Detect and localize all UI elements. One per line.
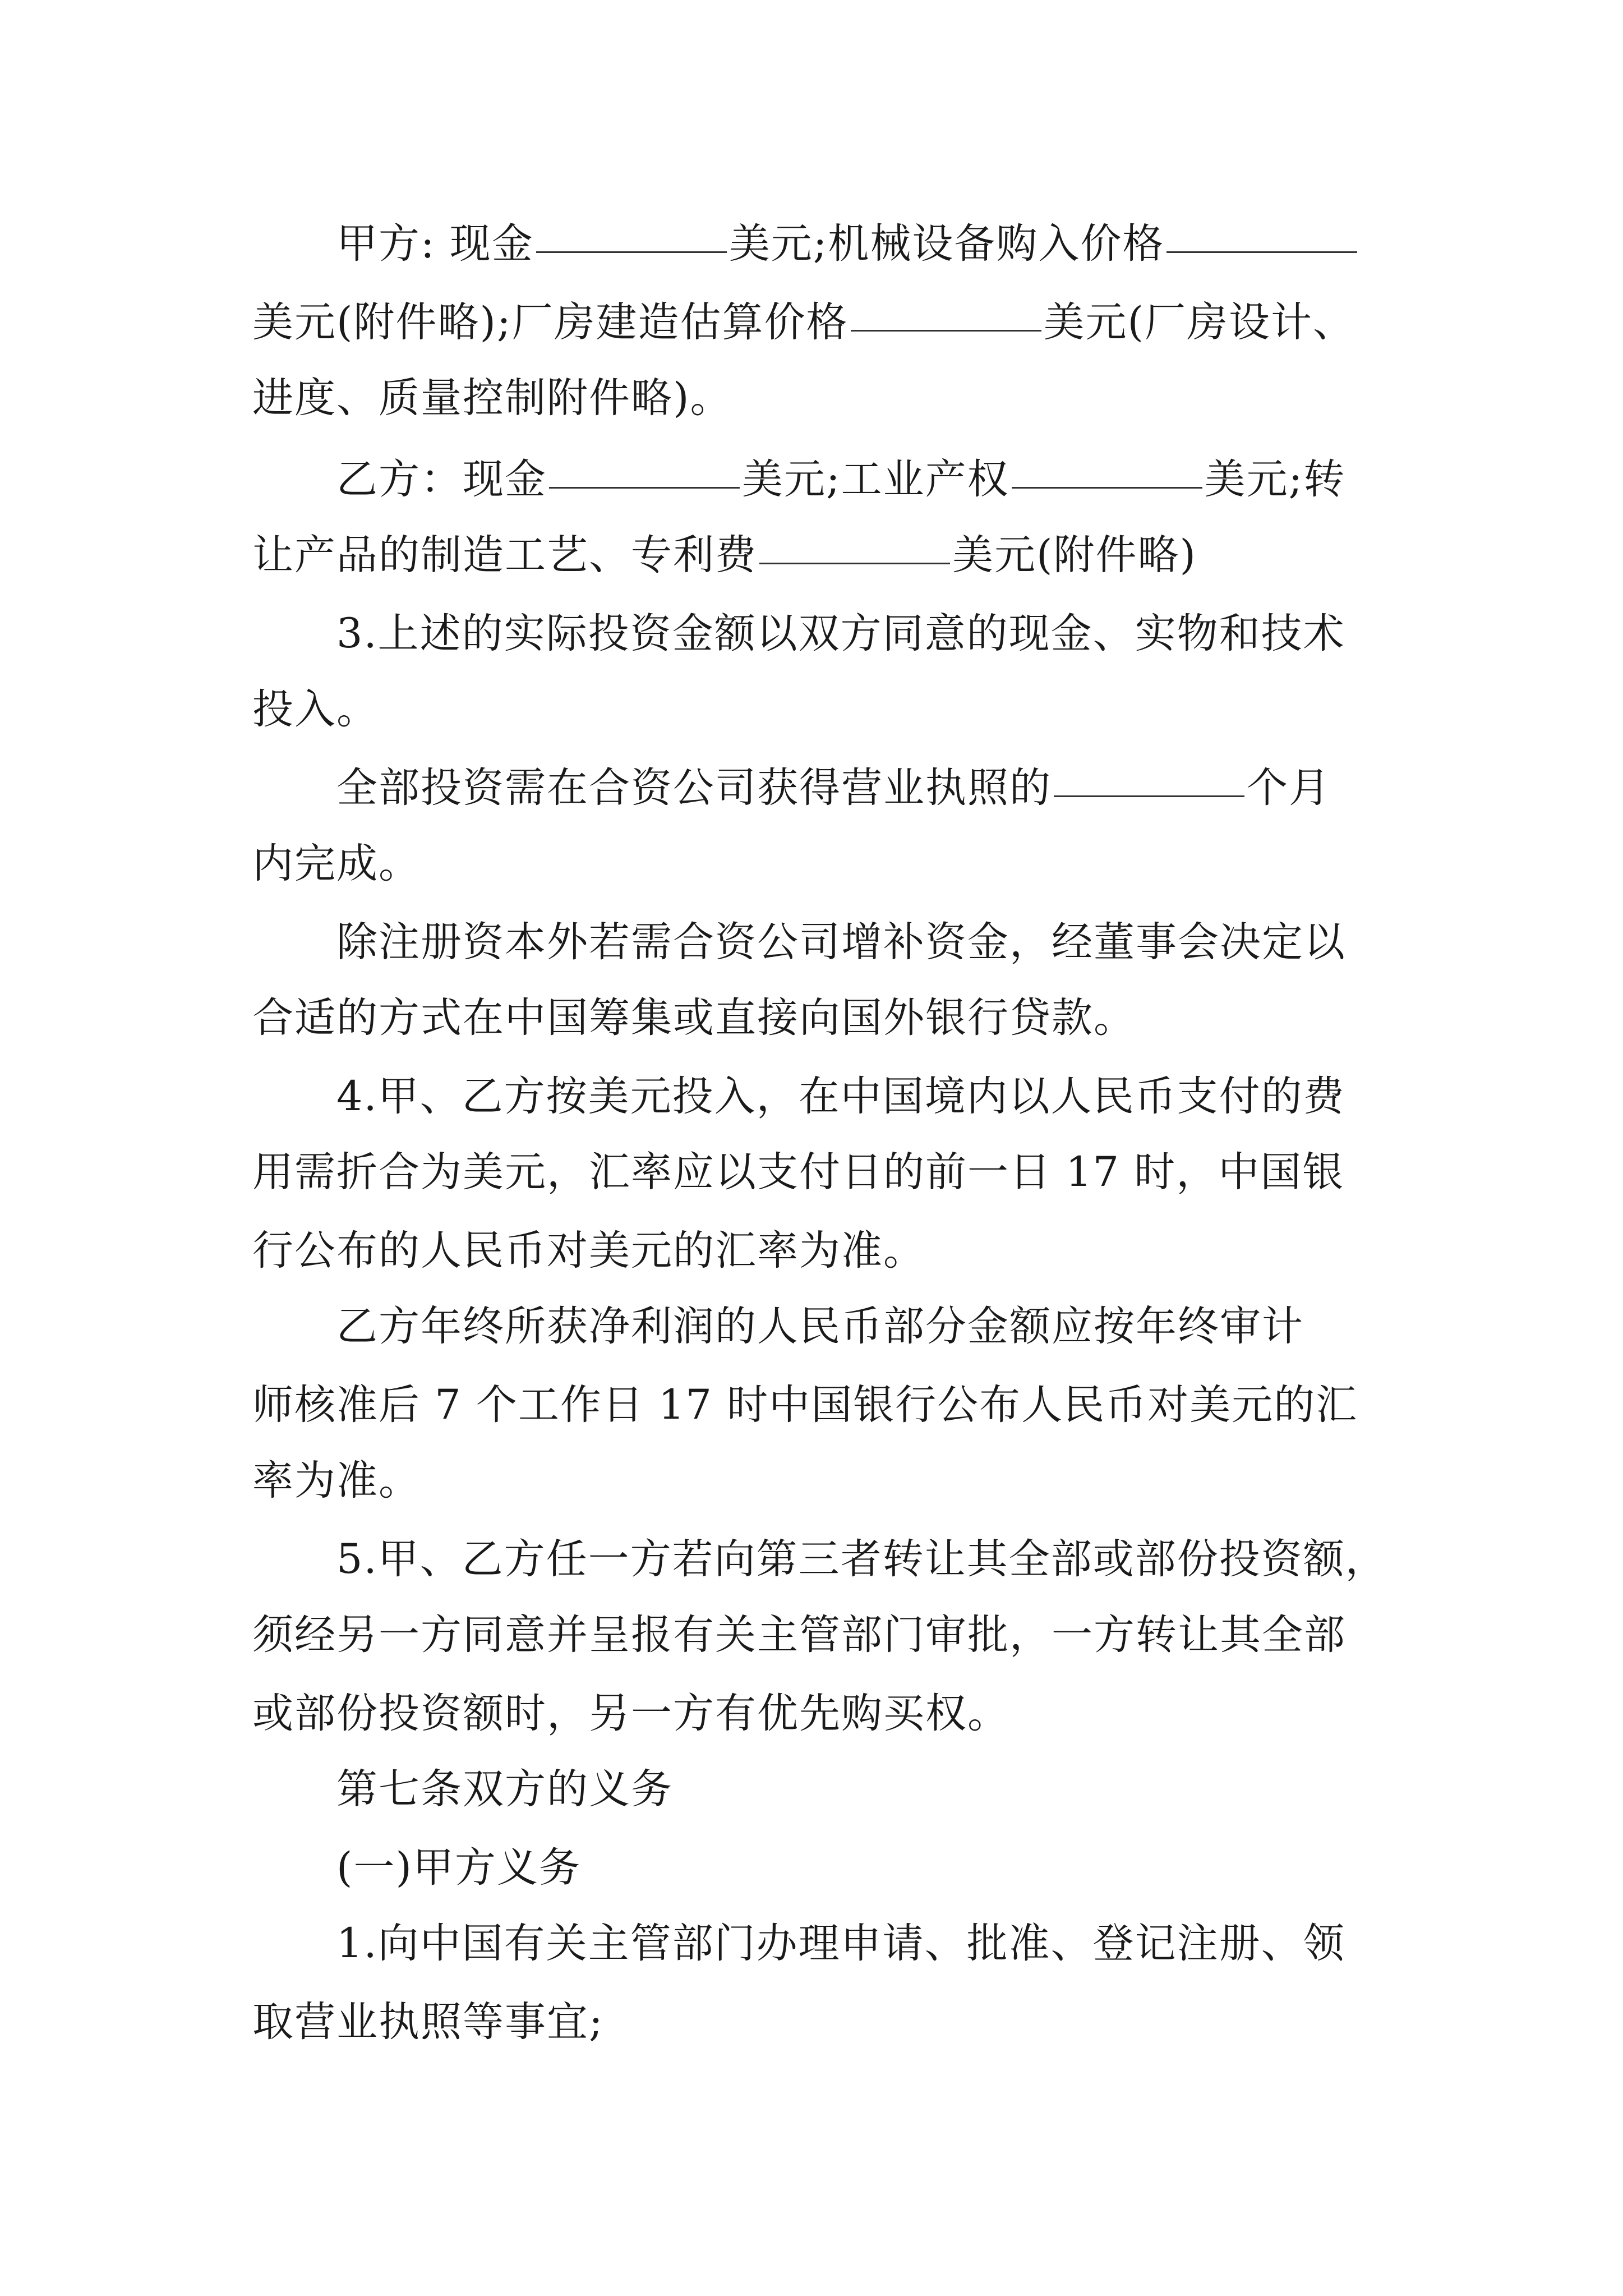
text-line-18 [336,1520,1481,1599]
text-segment: 让产品的制造工艺、专利费 [252,531,757,579]
text-line-17 [252,1442,1396,1520]
text-segment: 合适的方式在中国筹集或直接向国外银行贷款。 [252,994,1136,1042]
text-segment: 投入。 [252,685,379,733]
text-segment: 个月 [1247,764,1331,812]
text-segment: 或部份投资额时，另一方有优先购买权。 [252,1690,1009,1737]
subsection-heading [336,1829,1481,1907]
text-line-23 [336,1904,1481,1983]
text-line-9 [252,825,1396,903]
text-line-24 [252,1983,1396,2062]
text-line-11 [252,979,1396,1057]
text-segment: 5.甲、乙方任一方若向第三者转让其全部或部份投资额， [336,1535,1387,1583]
fill-in-blank [1166,211,1357,253]
text-segment: 师核准后 7 个工作日 17 时中国银行公布人民币对美元的汇 [252,1381,1358,1429]
text-line-7 [252,670,1396,749]
text-segment: 4.甲、乙方按美元投入，在中国境内以人民币支付的费 [336,1073,1345,1120]
text-line-2 [252,283,1396,362]
text-line-12 [336,1057,1481,1136]
text-line-13 [252,1133,1396,1212]
text-segment: 进度、质量控制附件略)。 [252,374,732,422]
text-segment: 3.上述的实际投资金额以双方同意的现金、实物和技术 [336,610,1345,657]
text-segment: 须经另一方同意并呈报有关主管部门审批，一方转让其全部 [252,1611,1346,1659]
text-segment: 甲方: 现金 [336,220,534,268]
fill-in-blank [759,522,950,564]
text-line-14 [252,1212,1396,1290]
fill-in-blank [1012,447,1202,489]
text-segment: 美元;工业产权 [742,455,1009,503]
text-segment: 美元;转 [1204,455,1346,503]
text-line-4 [336,440,1481,519]
fill-in-blank [1054,755,1244,797]
fill-in-blank [851,289,1041,332]
text-segment: 乙方：现金 [336,455,547,503]
text-segment: 全部投资需在合资公司获得营业执照的 [336,764,1052,812]
text-segment: 美元(附件略) [952,531,1197,579]
text-segment: 第七条双方的义务 [336,1765,673,1813]
text-segment: 美元;机械设备购入价格 [728,220,1165,268]
text-line-19 [252,1596,1396,1674]
text-segment: 用需折合为美元，汇率应以支付日的前一日 17 时，中国银 [252,1148,1345,1196]
section-heading [336,1750,1481,1829]
text-segment: 行公布的人民币对美元的汇率为准。 [252,1227,925,1274]
text-line-20 [252,1674,1396,1753]
text-line-15 [336,1287,1481,1366]
text-line-3 [252,359,1396,438]
text-line-8 [336,749,1481,827]
text-segment: (一)甲方义务 [336,1844,581,1892]
text-line-10 [336,903,1481,982]
fill-in-blank [536,211,727,253]
text-line-6 [336,595,1481,673]
text-segment: 取营业执照等事宜; [252,1998,604,2046]
text-segment: 除注册资本外若需合资公司增补资金，经董事会决定以 [336,918,1346,966]
text-segment: 内完成。 [252,840,421,887]
fill-in-blank [549,447,740,489]
text-line-1 [336,205,1481,283]
text-line-5 [252,516,1396,595]
text-segment: 美元(附件略);厂房建造估算价格 [252,298,849,346]
text-segment: 1.向中国有关主管部门办理申请、批准、登记注册、领 [336,1920,1345,1967]
text-line-16 [252,1366,1396,1444]
text-segment: 乙方年终所获净利润的人民币部分金额应按年终审计 [336,1303,1304,1350]
text-segment: 美元(厂房设计、 [1043,298,1355,346]
text-segment: 率为准。 [252,1457,421,1504]
